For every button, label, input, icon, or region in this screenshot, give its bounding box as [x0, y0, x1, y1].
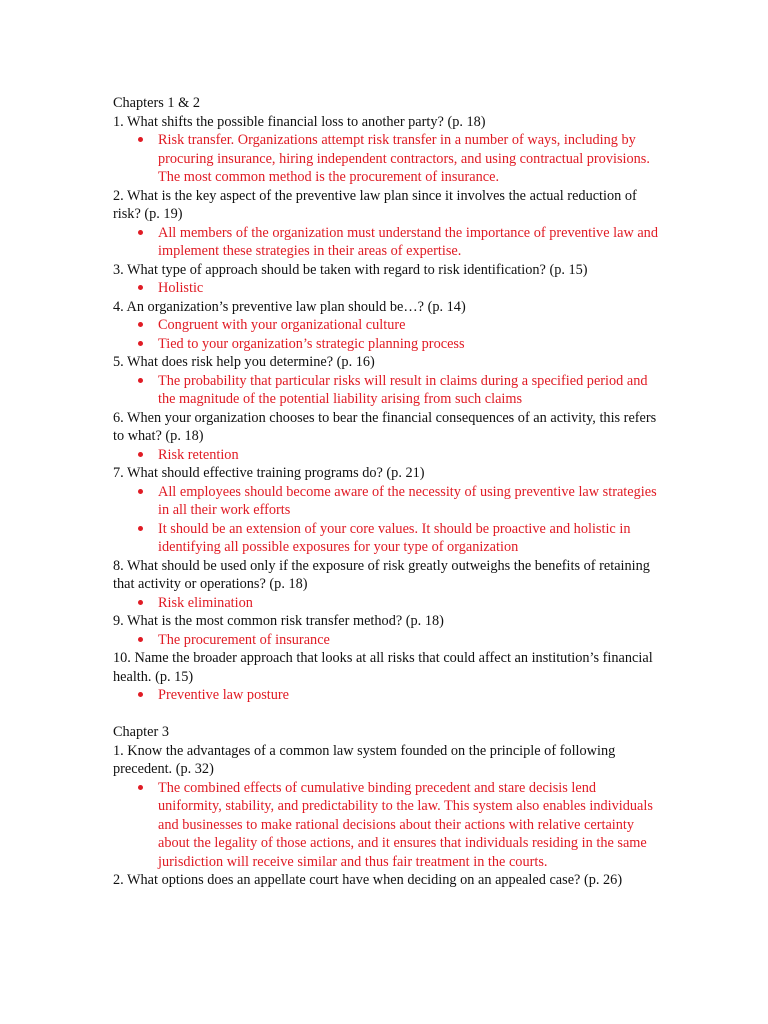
question-text: 8. What should be used only if the exposure of risk greatly outweighs the benefits of retaining that activity or operations? (p. 18): [113, 557, 650, 592]
answer-list: [113, 316, 658, 353]
answer-list: [113, 631, 658, 650]
question-text: 7. What should effective training programs do? (p. 21): [113, 465, 425, 481]
question-text: 2. What options does an appellate court have when deciding on an appealed case? (p. 26): [113, 872, 623, 888]
answer-list: [113, 279, 658, 298]
answer-list: [113, 686, 658, 705]
question-text: 2. What is the key aspect of the preventive law plan since it involves the actual reduction of risk? (p. 19): [113, 187, 637, 222]
answer-item: It should be an extension of your core values. It should be proactive and holistic in identifying all possible exposures for your type of organization: [158, 520, 658, 557]
question-text: 5. What does risk help you determine? (p. 16): [113, 354, 375, 370]
answer-item: Congruent with your organizational culture: [158, 316, 658, 335]
question-text: 3. What type of approach should be taken with regard to risk identification? (p. 15): [113, 261, 588, 278]
question-text: 10. Name the broader approach that looks at all risks that could affect an institution’s financial health. (p. 15): [113, 650, 653, 685]
answer-list: [113, 594, 658, 613]
answer-item: All members of the organization must understand the importance of preventive law and implement these strategies in their areas of expertise.: [158, 224, 658, 259]
section-heading: Chapter 3: [113, 724, 169, 740]
question-text: 1. What shifts the possible financial loss to another party? (p. 18): [113, 113, 486, 130]
answer-item: All employees should become aware of the necessity of using preventive law strategies in all their work efforts: [158, 483, 657, 518]
answer-item: Risk elimination: [158, 594, 658, 613]
answer-item: Risk retention: [158, 446, 658, 465]
answer-list: [113, 779, 658, 872]
answer-list: [113, 483, 658, 557]
answer-item: Tied to your organization’s strategic planning process: [158, 335, 658, 354]
answer-item: Risk transfer. Organizations attempt risk transfer in a number of ways, including by procuring insurance, hiring independent contractors, and using contractual provisions. The most common method is the procurement of insurance.: [158, 131, 658, 187]
answer-item: The probability that particular risks will result in claims during a specified period and the magnitude of the potential liability arising from such claims: [158, 372, 658, 409]
answer-item: Holistic: [158, 279, 658, 298]
answer-list: [113, 372, 658, 409]
document-body: [113, 94, 658, 890]
question-text: 1. Know the advantages of a common law system founded on the principle of following precedent. (p. 32): [113, 742, 616, 777]
section-heading: Chapters 1 & 2: [113, 95, 200, 111]
answer-item: The combined effects of cumulative binding precedent and stare decisis lend uniformity, stability, and predictability to the law. This system also enables individuals and businesses to make rational decisions about their actions with relative certainty about the legality of those actions, and it ensures that individuals residing in the same jurisdiction will receive similar and thus fair treatment in the courts.: [158, 779, 658, 872]
question-text: 9. What is the most common risk transfer method? (p. 18): [113, 613, 444, 629]
answer-list: [113, 131, 658, 187]
section-gap: [113, 705, 658, 724]
answer-list: [113, 446, 658, 465]
question-text: 6. When your organization chooses to bear the financial consequences of an activity, this refers to what? (p. 18): [113, 409, 657, 444]
answer-item: Preventive law posture: [158, 686, 658, 705]
question-text: 4. An organization’s preventive law plan should be…? (p. 14): [113, 298, 466, 315]
answer-item: The procurement of insurance: [158, 631, 658, 650]
answer-list: [113, 224, 658, 261]
